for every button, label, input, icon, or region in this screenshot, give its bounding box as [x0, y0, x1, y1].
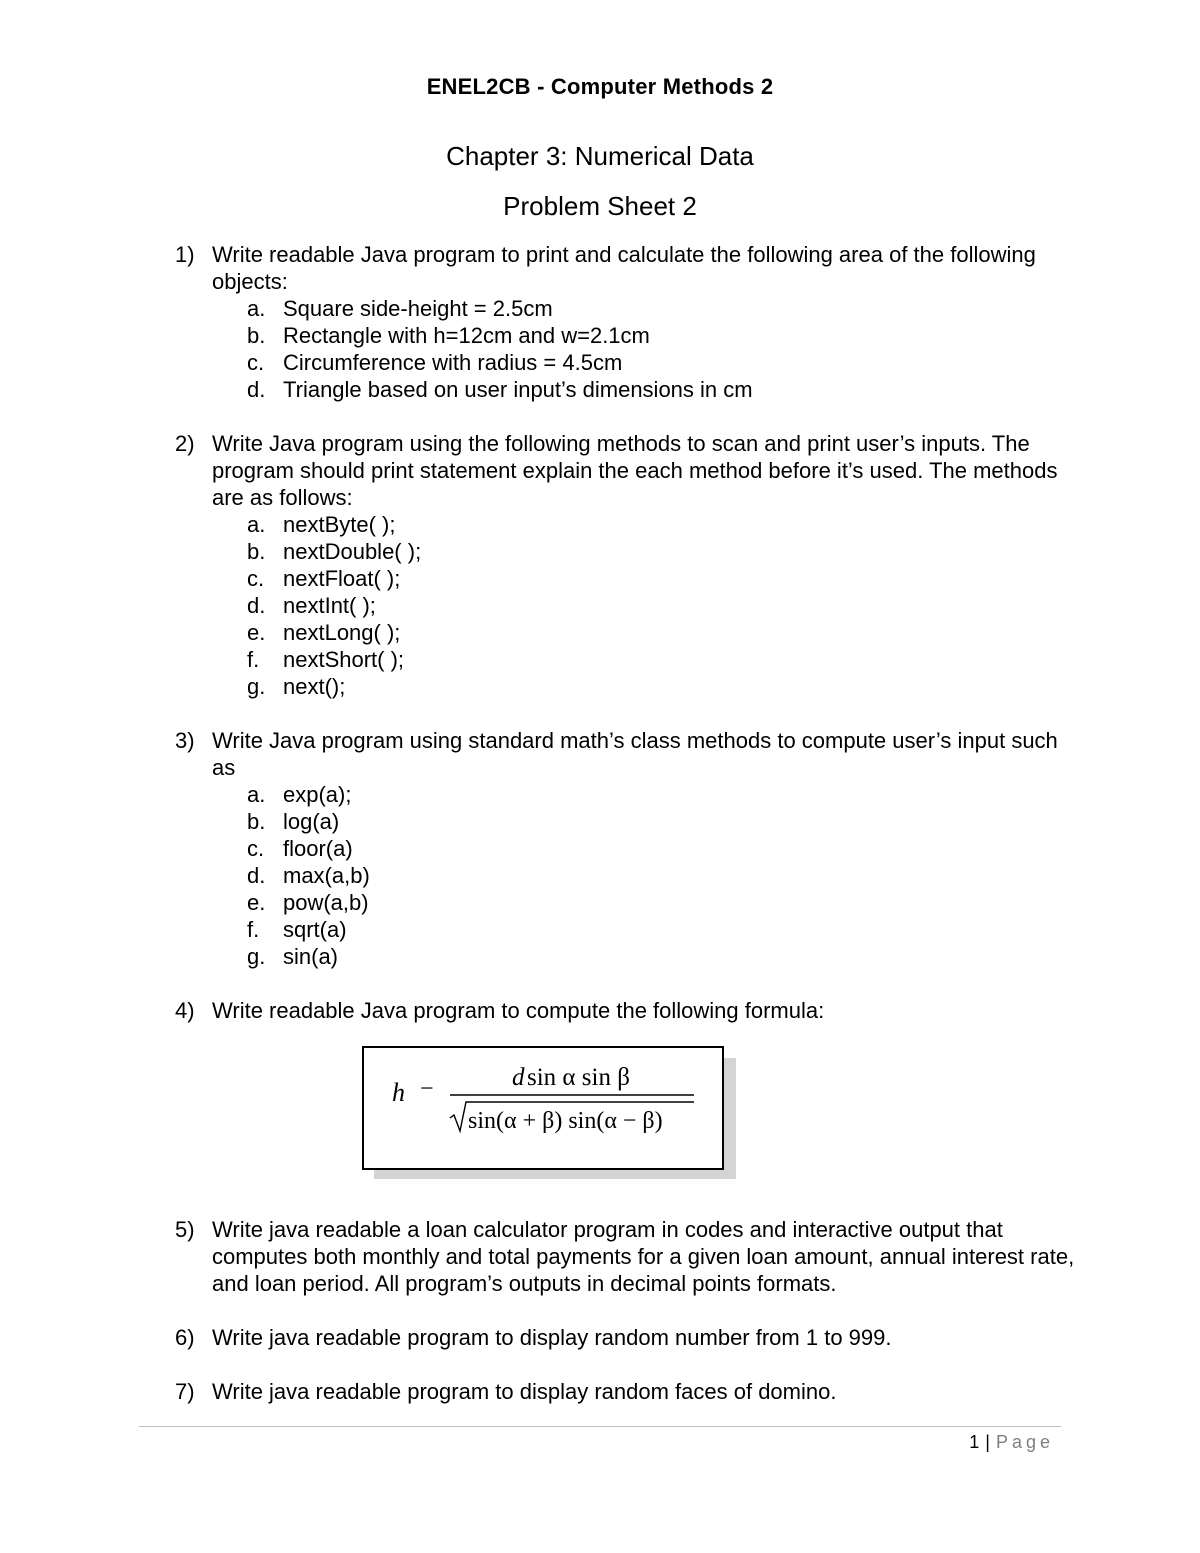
sub-item-label: g.: [247, 944, 266, 969]
formula-numerator: sin α sin β: [527, 1064, 630, 1091]
sub-item: [212, 916, 1075, 943]
sub-item-label: g.: [247, 674, 266, 699]
sub-item-text: Circumference with radius = 4.5cm: [283, 350, 623, 375]
sub-item: [212, 808, 1075, 835]
sub-item-label: f.: [247, 917, 260, 942]
problem-number: 5): [175, 1217, 195, 1242]
problem-3: [175, 727, 1075, 970]
sub-item: [212, 322, 1075, 349]
sub-item-text: Triangle based on user input’s dimensions in cm: [283, 377, 753, 402]
problem-text: Write java readable program to display random faces of domino.: [212, 1379, 837, 1404]
sub-item-label: c.: [247, 836, 265, 861]
problem-sheet-title: Problem Sheet 2: [503, 191, 697, 221]
page-number: 1: [969, 1432, 980, 1452]
sub-item-text: nextLong( );: [283, 620, 401, 645]
sub-item: [212, 376, 1075, 403]
sub-item: [212, 781, 1075, 808]
sub-item-label: e.: [247, 620, 266, 645]
formula-lhs: h: [392, 1078, 405, 1107]
sub-item-text: Square side-height = 2.5cm: [283, 296, 553, 321]
sub-item: [212, 889, 1075, 916]
sub-item: [212, 538, 1075, 565]
sub-item-text: next();: [283, 674, 346, 699]
sub-item: [212, 565, 1075, 592]
sub-item-text: nextByte( );: [283, 512, 396, 537]
problem-6: [175, 1324, 1075, 1351]
sub-item-label: d.: [247, 377, 266, 402]
problem-text: Write Java program using standard math’s class methods to compute user’s input such as: [212, 728, 1058, 780]
page-footer: [969, 1432, 1054, 1453]
problem-text: Write readable Java program to print and calculate the following area of the following objects:: [212, 242, 1036, 294]
problem-number: 6): [175, 1325, 195, 1350]
formula-box: [362, 1046, 724, 1170]
problem-number: 3): [175, 728, 195, 753]
sub-item-text: sin(a): [283, 944, 339, 969]
problem-number: 1): [175, 242, 195, 267]
sub-item: [212, 646, 1075, 673]
course-title: ENEL2CB - Computer Methods 2: [426, 74, 774, 99]
sub-item-label: c.: [247, 566, 265, 591]
sub-item: [212, 349, 1075, 376]
sub-item-label: e.: [247, 890, 266, 915]
sub-item-list: [212, 295, 1075, 403]
chapter-title: Chapter 3: Numerical Data: [446, 141, 754, 171]
formula-graphic: [364, 1048, 722, 1168]
problem-list: [175, 241, 1075, 1432]
sub-item-label: a.: [247, 296, 266, 321]
sub-item-label: b.: [247, 323, 266, 348]
sub-item-list: [212, 511, 1075, 700]
sub-item: [212, 511, 1075, 538]
problem-number: 2): [175, 431, 195, 456]
problem-1: [175, 241, 1075, 403]
sub-item-label: b.: [247, 539, 266, 564]
sub-item-label: c.: [247, 350, 265, 375]
sub-item: [212, 835, 1075, 862]
problem-4: [175, 997, 1075, 1195]
sub-item-label: d.: [247, 593, 266, 618]
sub-item-list: [212, 781, 1075, 970]
formula-denominator: sin(α + β) sin(α − β): [468, 1108, 663, 1134]
sub-item-text: Rectangle with h=12cm and w=2.1cm: [283, 323, 650, 348]
sub-item-text: max(a,b): [283, 863, 370, 888]
problem-7: [175, 1378, 1075, 1405]
sub-item-text: nextInt( );: [283, 593, 376, 618]
formula-equals: −: [420, 1076, 434, 1102]
sub-item-text: nextShort( );: [283, 647, 405, 672]
sub-item-text: floor(a): [283, 836, 353, 861]
sub-item-text: pow(a,b): [283, 890, 369, 915]
problem-2: [175, 430, 1075, 700]
page-label: Page: [995, 1432, 1054, 1452]
problem-text: Write Java program using the following methods to scan and print user’s inputs. The program should print statement explain the each method before it’s used. The methods are as follows:: [212, 431, 1058, 510]
problem-5: [175, 1216, 1075, 1297]
sub-item-label: b.: [247, 809, 266, 834]
sub-item-text: log(a): [283, 809, 340, 834]
sub-item: [212, 592, 1075, 619]
sub-item-text: sqrt(a): [283, 917, 347, 942]
sub-item-label: a.: [247, 512, 266, 537]
problem-number: 7): [175, 1379, 195, 1404]
footer-separator: |: [985, 1432, 990, 1452]
sub-item: [212, 862, 1075, 889]
sub-item-text: nextFloat( );: [283, 566, 401, 591]
problem-text: Write java readable a loan calculator program in codes and interactive output that computes both monthly and total payments for a given loan amount, annual interest rate, and loan period. All program’s outputs in decimal points formats.: [212, 1217, 1075, 1296]
sub-item: [212, 619, 1075, 646]
sub-item: [212, 943, 1075, 970]
problem-text: Write java readable program to display random number from 1 to 999.: [212, 1325, 892, 1350]
sub-item: [212, 673, 1075, 700]
problem-text: Write readable Java program to compute the following formula:: [212, 998, 825, 1023]
sub-item-text: nextDouble( );: [283, 539, 422, 564]
sub-item-label: a.: [247, 782, 266, 807]
formula-figure: [212, 1045, 1075, 1195]
sub-item-label: d.: [247, 863, 266, 888]
sub-item-label: f.: [247, 647, 260, 672]
sub-item-text: exp(a);: [283, 782, 352, 807]
problem-number: 4): [175, 998, 195, 1023]
formula-numerator-var: d: [512, 1064, 525, 1091]
sub-item: [212, 295, 1075, 322]
footer-divider: [139, 1426, 1061, 1427]
